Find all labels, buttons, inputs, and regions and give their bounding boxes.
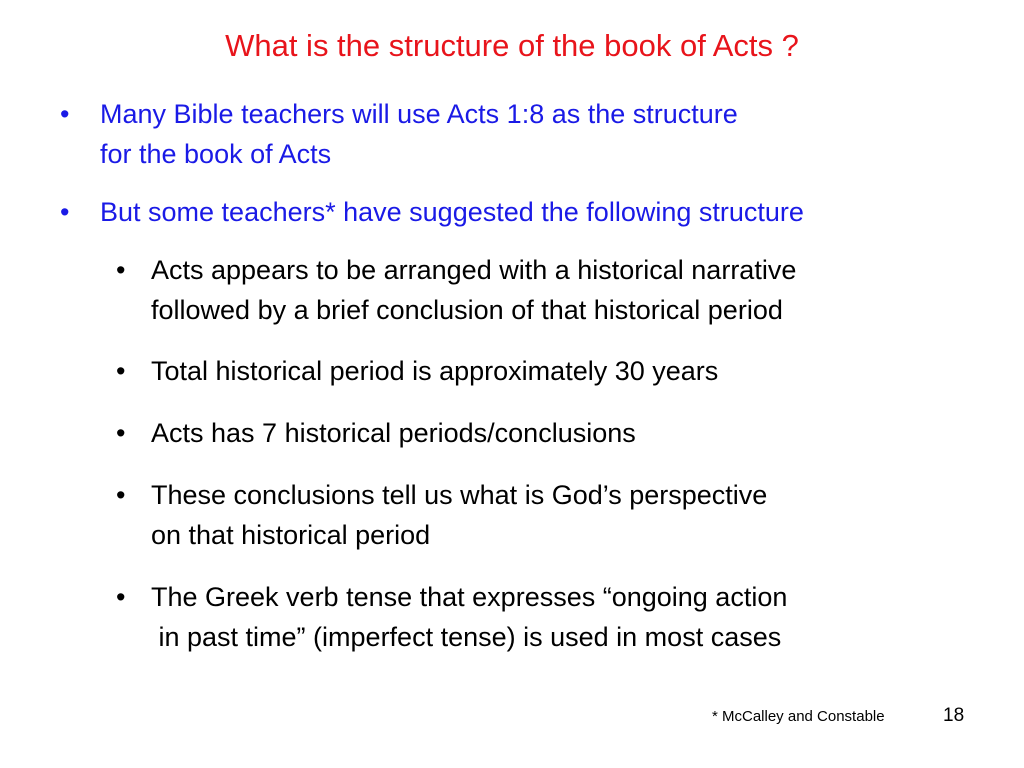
bullet-line: Acts appears to be arranged with a historical narrative: [151, 255, 797, 285]
bullet-acts-1-8: [60, 94, 738, 174]
page-number: 18: [943, 705, 965, 726]
sub-bullet-greek-tense: [116, 577, 787, 657]
bullet-line: in past time” (imperfect tense) is used in most cases: [151, 622, 782, 652]
bullet-marker: •: [60, 197, 70, 227]
bullet-line: Many Bible teachers will use Acts 1:8 as the structure: [100, 99, 738, 129]
bullet-line: on that historical period: [151, 520, 431, 550]
sub-bullet-seven-periods: [116, 413, 636, 453]
bullet-marker: •: [60, 99, 70, 129]
bullet-line: The Greek verb tense that expresses “ongoing action: [151, 582, 788, 612]
sub-bullet-total-period: [116, 351, 718, 391]
bullet-marker: •: [116, 480, 126, 510]
bullet-line: for the book of Acts: [100, 139, 332, 169]
sub-bullet-arrangement: [116, 250, 796, 330]
footnote: * McCalley and Constable: [712, 708, 885, 725]
slide-title: What is the structure of the book of Acts ?: [225, 28, 799, 63]
bullet-marker: •: [116, 418, 126, 448]
bullet-line: Acts has 7 historical periods/conclusions: [151, 418, 636, 448]
bullet-marker: •: [116, 356, 126, 386]
bullet-line: These conclusions tell us what is God’s perspective: [151, 480, 768, 510]
bullet-line: followed by a brief conclusion of that historical period: [151, 295, 783, 325]
bullet-line: But some teachers* have suggested the following structure: [100, 197, 804, 227]
bullet-line: Total historical period is approximately 30 years: [151, 356, 719, 386]
sub-bullet-gods-perspective: [116, 475, 767, 555]
bullet-marker: •: [116, 255, 126, 285]
bullet-suggested-structure: [60, 192, 804, 232]
bullet-marker: •: [116, 582, 126, 612]
